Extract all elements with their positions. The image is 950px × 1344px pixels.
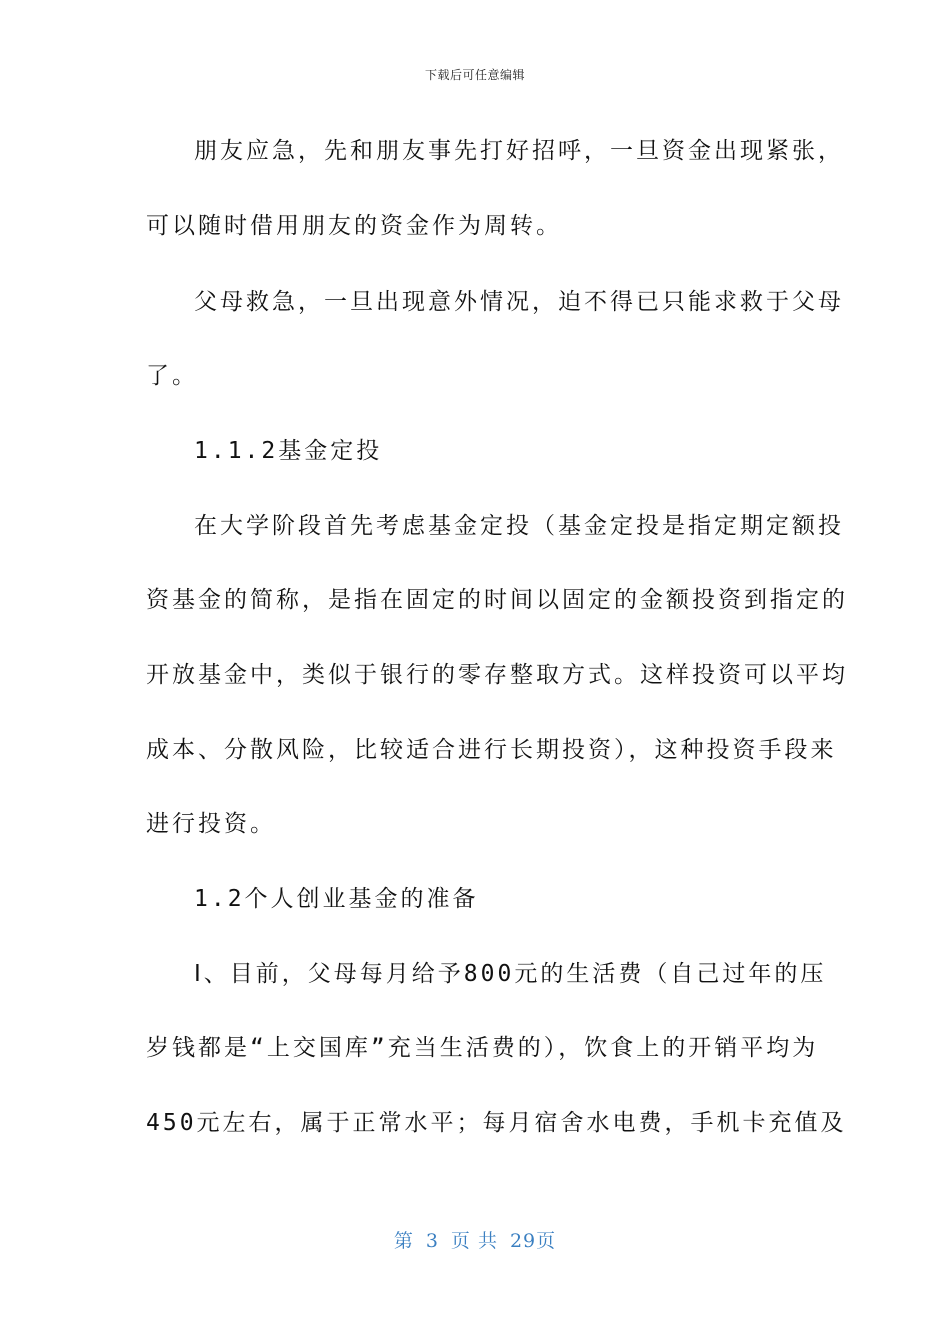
footer-prefix: 第 bbox=[393, 1230, 414, 1252]
paragraph-6-line-2: 岁钱都是“上交国库”充当生活费的），饮食上的开销平均为 bbox=[146, 1035, 819, 1061]
paragraph-2-line-1: 父母救急，一旦出现意外情况，迫不得已只能求救于父母 bbox=[194, 289, 844, 315]
paragraph-4-line-5: 进行投资。 bbox=[146, 811, 276, 837]
footer-suffix: 页 bbox=[536, 1230, 557, 1252]
paragraph-4-line-4: 成本、分散风险，比较适合进行长期投资），这种投资手段来 bbox=[146, 737, 837, 763]
paragraph-4-line-2: 资基金的简称，是指在固定的时间以固定的金额投资到指定的 bbox=[146, 587, 848, 613]
paragraph-6-line-3: 450元左右，属于正常水平；每月宿舍水电费，手机卡充值及 bbox=[146, 1110, 847, 1136]
paragraph-1-line-1: 朋友应急，先和朋友事先打好招呼，一旦资金出现紧张， bbox=[194, 138, 844, 164]
section-heading-1-2: 1.2个人创业基金的准备 bbox=[194, 886, 479, 912]
footer-total-pages: 29 bbox=[509, 1230, 537, 1252]
paragraph-2-line-2: 了。 bbox=[146, 363, 198, 389]
paragraph-4-line-1: 在大学阶段首先考虑基金定投（基金定投是指定期定额投 bbox=[194, 513, 844, 539]
footer-current-page: 3 bbox=[425, 1230, 439, 1252]
paragraph-1-line-2: 可以随时借用朋友的资金作为周转。 bbox=[146, 213, 562, 239]
footer-mid: 页 共 bbox=[450, 1230, 498, 1252]
header-note: 下载后可任意编辑 bbox=[424, 68, 525, 82]
page-number-footer bbox=[0, 1226, 950, 1253]
paragraph-6-line-1: Ⅰ、目前，父母每月给予800元的生活费（自己过年的压 bbox=[194, 961, 827, 987]
section-heading-1-1-2: 1.1.2基金定投 bbox=[194, 438, 383, 464]
paragraph-4-line-3: 开放基金中，类似于银行的零存整取方式。这样投资可以平均 bbox=[146, 662, 848, 688]
